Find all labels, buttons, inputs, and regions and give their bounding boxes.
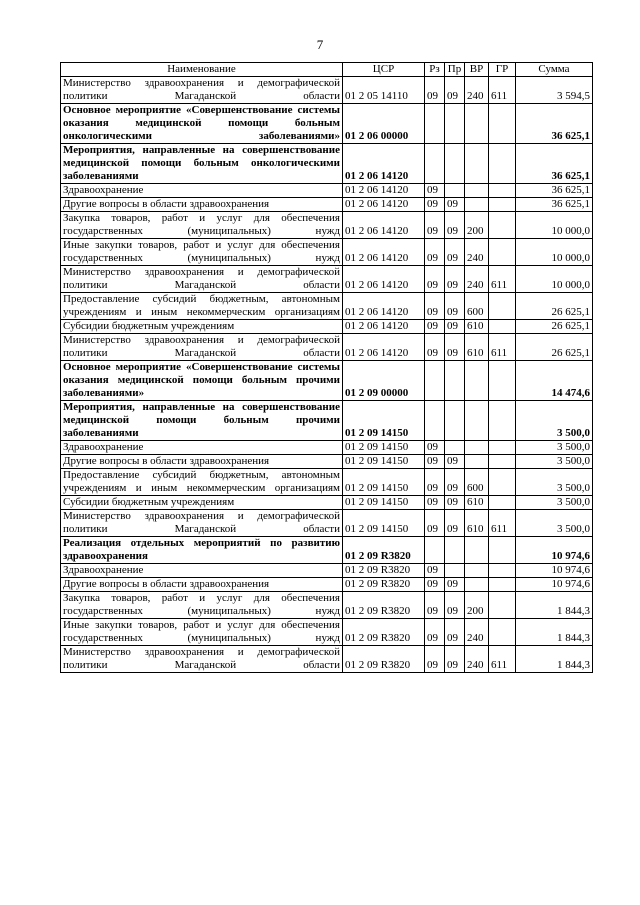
table-row	[61, 104, 593, 144]
cell-csr: 01 2 06 14120	[343, 198, 425, 212]
table-row	[61, 510, 593, 537]
table-header-row	[61, 63, 593, 77]
cell-name: Предоставление субсидий бюджетным, автономным учреждениям и иным некоммерческим организациям	[61, 293, 343, 320]
cell-pr	[445, 564, 465, 578]
cell-pr	[445, 401, 465, 441]
cell-rz: 09	[425, 496, 445, 510]
table-row	[61, 537, 593, 564]
cell-rz	[425, 144, 445, 184]
table-row	[61, 239, 593, 266]
cell-name: Другие вопросы в области здравоохранения	[61, 578, 343, 592]
cell-gr: 611	[489, 334, 516, 361]
cell-name: Мероприятия, направленные на совершенствование медицинской помощи больным прочими заболеваниями	[61, 401, 343, 441]
cell-rz	[425, 401, 445, 441]
cell-vr: 610	[465, 510, 489, 537]
cell-rz: 09	[425, 441, 445, 455]
cell-pr: 09	[445, 212, 465, 239]
table-row	[61, 455, 593, 469]
cell-csr: 01 2 06 14120	[343, 144, 425, 184]
cell-name: Закупка товаров, работ и услуг для обеспечения государственных (муниципальных) нужд	[61, 592, 343, 619]
cell-sum: 3 500,0	[516, 441, 593, 455]
table-row	[61, 198, 593, 212]
cell-rz: 09	[425, 184, 445, 198]
cell-vr: 240	[465, 619, 489, 646]
cell-vr	[465, 104, 489, 144]
header-csr: ЦСР	[343, 63, 425, 77]
cell-sum: 10 974,6	[516, 564, 593, 578]
table-row	[61, 212, 593, 239]
cell-vr	[465, 441, 489, 455]
cell-name: Другие вопросы в области здравоохранения	[61, 455, 343, 469]
cell-pr: 09	[445, 455, 465, 469]
cell-csr: 01 2 09 14150	[343, 455, 425, 469]
cell-rz: 09	[425, 212, 445, 239]
cell-sum: 3 594,5	[516, 77, 593, 104]
cell-gr	[489, 293, 516, 320]
cell-rz: 09	[425, 592, 445, 619]
cell-gr	[489, 537, 516, 564]
cell-csr: 01 2 09 R3820	[343, 564, 425, 578]
cell-gr	[489, 401, 516, 441]
cell-sum: 3 500,0	[516, 469, 593, 496]
cell-sum: 26 625,1	[516, 334, 593, 361]
cell-csr: 01 2 09 R3820	[343, 619, 425, 646]
cell-sum: 26 625,1	[516, 320, 593, 334]
cell-sum: 10 974,6	[516, 578, 593, 592]
table-row	[61, 293, 593, 320]
cell-pr	[445, 144, 465, 184]
cell-pr: 09	[445, 646, 465, 673]
cell-vr: 240	[465, 646, 489, 673]
cell-gr	[489, 564, 516, 578]
cell-pr: 09	[445, 592, 465, 619]
cell-vr	[465, 198, 489, 212]
table-row	[61, 578, 593, 592]
table-row	[61, 334, 593, 361]
cell-pr: 09	[445, 578, 465, 592]
cell-vr: 610	[465, 334, 489, 361]
cell-name: Закупка товаров, работ и услуг для обеспечения государственных (муниципальных) нужд	[61, 212, 343, 239]
cell-sum: 26 625,1	[516, 293, 593, 320]
cell-sum: 3 500,0	[516, 510, 593, 537]
cell-pr: 09	[445, 293, 465, 320]
cell-rz: 09	[425, 578, 445, 592]
cell-vr: 600	[465, 469, 489, 496]
cell-vr	[465, 537, 489, 564]
cell-csr: 01 2 06 14120	[343, 266, 425, 293]
cell-pr	[445, 184, 465, 198]
cell-rz: 09	[425, 239, 445, 266]
cell-gr	[489, 104, 516, 144]
cell-sum: 10 000,0	[516, 266, 593, 293]
table-row	[61, 441, 593, 455]
cell-pr: 09	[445, 619, 465, 646]
cell-pr	[445, 441, 465, 455]
cell-csr: 01 2 09 14150	[343, 496, 425, 510]
cell-gr	[489, 619, 516, 646]
cell-sum: 3 500,0	[516, 496, 593, 510]
cell-gr	[489, 239, 516, 266]
cell-csr: 01 2 09 14150	[343, 441, 425, 455]
cell-csr: 01 2 06 14120	[343, 334, 425, 361]
cell-rz: 09	[425, 293, 445, 320]
cell-vr: 200	[465, 592, 489, 619]
table-row	[61, 184, 593, 198]
cell-name: Министерство здравоохранения и демографической политики Магаданской области	[61, 334, 343, 361]
cell-csr: 01 2 09 14150	[343, 510, 425, 537]
table-row	[61, 564, 593, 578]
cell-vr	[465, 144, 489, 184]
cell-gr	[489, 320, 516, 334]
cell-csr: 01 2 06 14120	[343, 320, 425, 334]
table-row	[61, 646, 593, 673]
cell-vr: 600	[465, 293, 489, 320]
cell-rz: 09	[425, 455, 445, 469]
cell-name: Субсидии бюджетным учреждениям	[61, 320, 343, 334]
cell-rz	[425, 361, 445, 401]
cell-gr	[489, 184, 516, 198]
cell-name: Министерство здравоохранения и демографической политики Магаданской области	[61, 646, 343, 673]
cell-pr	[445, 104, 465, 144]
table-row	[61, 619, 593, 646]
cell-name: Здравоохранение	[61, 441, 343, 455]
page-number: 7	[316, 37, 324, 52]
cell-gr	[489, 144, 516, 184]
cell-name: Мероприятия, направленные на совершенствование медицинской помощи больным онкологическими заболеваниями	[61, 144, 343, 184]
cell-pr: 09	[445, 320, 465, 334]
cell-csr: 01 2 06 14120	[343, 184, 425, 198]
cell-gr	[489, 496, 516, 510]
cell-rz: 09	[425, 619, 445, 646]
table-row	[61, 144, 593, 184]
header-rz: Рз	[425, 63, 445, 77]
cell-sum: 36 625,1	[516, 144, 593, 184]
budget-table	[60, 62, 593, 673]
table-row	[61, 361, 593, 401]
cell-gr	[489, 361, 516, 401]
table-body	[61, 77, 593, 673]
cell-gr	[489, 212, 516, 239]
cell-vr	[465, 401, 489, 441]
cell-sum: 10 974,6	[516, 537, 593, 564]
cell-sum: 36 625,1	[516, 198, 593, 212]
cell-sum: 3 500,0	[516, 455, 593, 469]
table-row	[61, 401, 593, 441]
cell-name: Министерство здравоохранения и демографической политики Магаданской области	[61, 77, 343, 104]
cell-gr	[489, 469, 516, 496]
cell-sum: 14 474,6	[516, 361, 593, 401]
cell-vr	[465, 455, 489, 469]
cell-sum: 36 625,1	[516, 184, 593, 198]
cell-rz	[425, 104, 445, 144]
cell-name: Здравоохранение	[61, 564, 343, 578]
cell-name: Предоставление субсидий бюджетным, автономным учреждениям и иным некоммерческим организациям	[61, 469, 343, 496]
cell-name: Другие вопросы в области здравоохранения	[61, 198, 343, 212]
cell-sum: 3 500,0	[516, 401, 593, 441]
header-sum: Сумма	[516, 63, 593, 77]
cell-csr: 01 2 06 14120	[343, 212, 425, 239]
cell-rz: 09	[425, 320, 445, 334]
cell-name: Министерство здравоохранения и демографической политики Магаданской области	[61, 266, 343, 293]
header-gr: ГР	[489, 63, 516, 77]
cell-name: Министерство здравоохранения и демографической политики Магаданской области	[61, 510, 343, 537]
cell-vr: 610	[465, 496, 489, 510]
header-vr: ВР	[465, 63, 489, 77]
table-row	[61, 77, 593, 104]
cell-name: Здравоохранение	[61, 184, 343, 198]
cell-rz	[425, 537, 445, 564]
cell-gr	[489, 455, 516, 469]
cell-pr: 09	[445, 496, 465, 510]
table-row	[61, 266, 593, 293]
cell-rz: 09	[425, 646, 445, 673]
cell-csr: 01 2 09 R3820	[343, 578, 425, 592]
cell-rz: 09	[425, 266, 445, 293]
table-row	[61, 469, 593, 496]
cell-sum: 36 625,1	[516, 104, 593, 144]
cell-pr: 09	[445, 198, 465, 212]
cell-pr: 09	[445, 239, 465, 266]
cell-csr: 01 2 06 14120	[343, 239, 425, 266]
cell-name: Реализация отдельных мероприятий по развитию здравоохранения	[61, 537, 343, 564]
cell-sum: 1 844,3	[516, 592, 593, 619]
cell-rz: 09	[425, 469, 445, 496]
cell-vr: 200	[465, 212, 489, 239]
table-row	[61, 496, 593, 510]
cell-pr: 09	[445, 266, 465, 293]
cell-vr	[465, 578, 489, 592]
header-pr: Пр	[445, 63, 465, 77]
cell-gr: 611	[489, 77, 516, 104]
cell-csr: 01 2 06 14120	[343, 293, 425, 320]
cell-gr	[489, 198, 516, 212]
cell-vr: 240	[465, 77, 489, 104]
cell-csr: 01 2 09 00000	[343, 361, 425, 401]
cell-gr	[489, 578, 516, 592]
cell-pr: 09	[445, 510, 465, 537]
cell-vr	[465, 184, 489, 198]
cell-rz: 09	[425, 564, 445, 578]
cell-name: Субсидии бюджетным учреждениям	[61, 496, 343, 510]
cell-name: Основное мероприятие «Совершенствование системы оказания медицинской помощи больным прочими заболеваниями»	[61, 361, 343, 401]
cell-pr: 09	[445, 334, 465, 361]
cell-rz: 09	[425, 334, 445, 361]
cell-rz: 09	[425, 77, 445, 104]
cell-vr: 240	[465, 239, 489, 266]
cell-sum: 1 844,3	[516, 619, 593, 646]
cell-csr: 01 2 09 14150	[343, 401, 425, 441]
cell-gr: 611	[489, 266, 516, 293]
cell-csr: 01 2 09 R3820	[343, 592, 425, 619]
cell-csr: 01 2 09 R3820	[343, 537, 425, 564]
cell-name: Иные закупки товаров, работ и услуг для обеспечения государственных (муниципальных) нужд	[61, 239, 343, 266]
cell-vr	[465, 361, 489, 401]
cell-csr: 01 2 09 14150	[343, 469, 425, 496]
cell-csr: 01 2 06 00000	[343, 104, 425, 144]
cell-gr	[489, 592, 516, 619]
cell-csr: 01 2 05 14110	[343, 77, 425, 104]
cell-gr: 611	[489, 510, 516, 537]
cell-csr: 01 2 09 R3820	[343, 646, 425, 673]
cell-vr: 610	[465, 320, 489, 334]
table-row	[61, 320, 593, 334]
cell-sum: 10 000,0	[516, 239, 593, 266]
cell-pr: 09	[445, 77, 465, 104]
table-row	[61, 592, 593, 619]
cell-pr: 09	[445, 469, 465, 496]
cell-rz: 09	[425, 510, 445, 537]
cell-rz: 09	[425, 198, 445, 212]
cell-name: Основное мероприятие «Совершенствование системы оказания медицинской помощи больным онкологическими заболеваниями»	[61, 104, 343, 144]
cell-sum: 10 000,0	[516, 212, 593, 239]
cell-gr: 611	[489, 646, 516, 673]
cell-gr	[489, 441, 516, 455]
cell-sum: 1 844,3	[516, 646, 593, 673]
header-name: Наименование	[61, 63, 343, 77]
cell-pr	[445, 537, 465, 564]
cell-vr: 240	[465, 266, 489, 293]
cell-pr	[445, 361, 465, 401]
cell-vr	[465, 564, 489, 578]
cell-name: Иные закупки товаров, работ и услуг для обеспечения государственных (муниципальных) нужд	[61, 619, 343, 646]
